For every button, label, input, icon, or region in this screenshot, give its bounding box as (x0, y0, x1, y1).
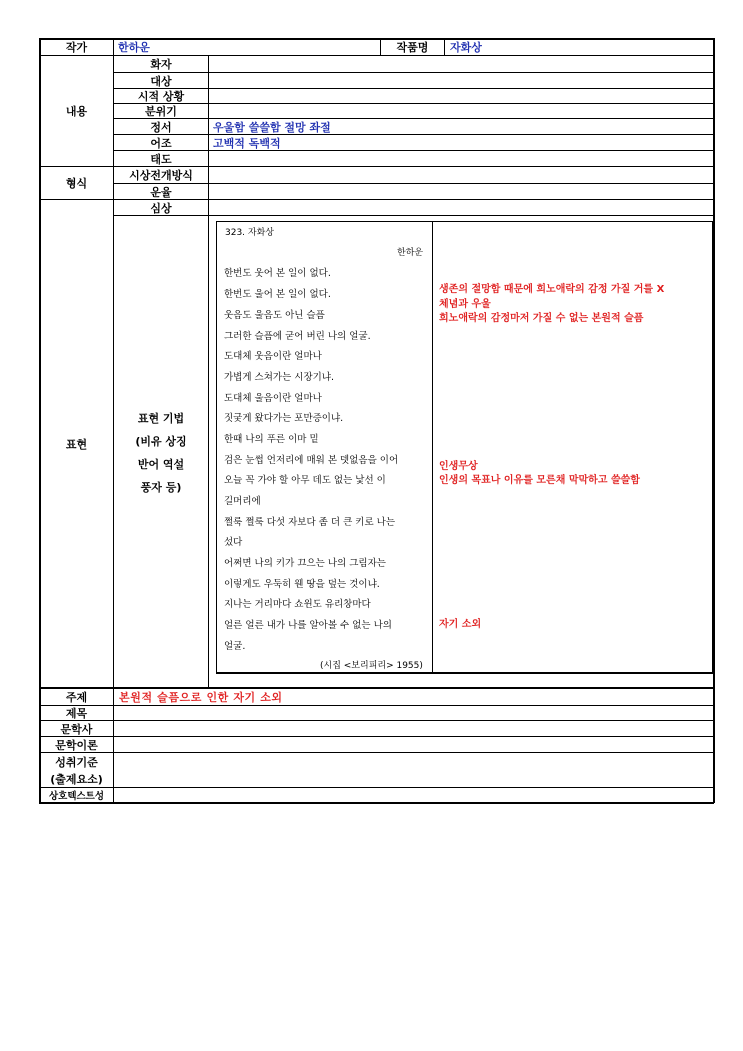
development-label: 시상전개방식 (129, 169, 193, 182)
achievement-standard-line: (출제요소) (50, 772, 103, 786)
col-divider (113, 38, 114, 55)
work-label: 작품명 (396, 41, 429, 54)
poem-line: 웃음도 울음도 아닌 슬픔 (224, 310, 325, 321)
annotation-note: 생존의 절망함 때문에 희노애락의 감정 가질 거를 X (439, 284, 665, 295)
technique-label-line: 풍자 등) (140, 481, 182, 494)
poem-line: 한번도 울어 본 일이 없다. (224, 289, 331, 300)
row-divider (39, 705, 714, 706)
annotation-note: 체념과 우울 (439, 299, 491, 310)
poem-line: 오늘 꼭 가야 할 아무 데도 없는 낯선 이 (224, 475, 386, 486)
technique-label-line: 표현 기법 (137, 412, 185, 425)
poem-notes-divider (432, 221, 433, 674)
annotation-note: 인생무상 (439, 461, 478, 472)
emotion-value: 우울함 쓸쓸함 절망 좌절 (213, 120, 331, 134)
poem-line: 짓궂게 왔다가는 포만증이냐. (224, 413, 344, 424)
achievement-standard-line: 성취기준 (55, 755, 98, 769)
mood-label: 분위기 (145, 104, 177, 118)
form-section-label: 형식 (65, 177, 88, 190)
situation-label: 시적 상황 (137, 89, 185, 103)
poem-line: 어쩌면 나의 키가 끄으는 나의 그림자는 (224, 558, 386, 569)
row-divider (39, 736, 714, 737)
col-divider (113, 687, 114, 802)
table-bottom-border (39, 802, 714, 804)
technique-label (114, 410, 208, 495)
tone-label: 어조 (150, 136, 172, 150)
row-divider (39, 720, 714, 721)
expression-section-label: 표현 (65, 437, 88, 451)
achievement-standard-label (40, 753, 113, 787)
work-value: 자화상 (450, 41, 482, 54)
poem-line: 지나는 거리마다 쇼윈도 유리창마다 (224, 599, 371, 610)
emotion-label: 정서 (150, 120, 172, 134)
rhythm-label: 운율 (150, 185, 172, 199)
literary-history-label: 문학사 (60, 722, 93, 736)
annotation-note: 희노애락의 감정마저 가질 수 없는 본원적 슬픔 (439, 313, 644, 324)
technique-label-line: (비유 상징 (135, 435, 187, 448)
poem-line: 길머리에 (224, 496, 261, 507)
poem-line: 쩔룩 쩔룩 다섯 자보다 좀 더 큰 키로 나는 (224, 517, 395, 528)
poem-line: 가볍게 스쳐가는 시장기냐. (224, 372, 335, 383)
content-section-label: 내용 (65, 105, 88, 118)
poem-line: 그러한 슬픔에 굳어 버린 나의 얼굴. (224, 331, 371, 342)
poem-line: 한때 나의 푸른 이마 밑 (224, 434, 319, 445)
author-label: 작가 (65, 41, 88, 54)
object-label: 대상 (150, 74, 172, 88)
tone-value: 고백적 독백적 (213, 136, 281, 150)
row-divider (39, 787, 714, 788)
speaker-label: 화자 (150, 58, 172, 71)
poem-title: 323. 자화상 (225, 228, 274, 238)
poem-line: 얼굴. (224, 641, 246, 652)
title-label: 제목 (65, 707, 88, 720)
poem-line: 얼른 얼른 내가 나를 알아볼 수 없는 나의 (224, 620, 392, 631)
poem-line: 섰다 (224, 537, 243, 548)
technique-label-line: 반어 역설 (137, 458, 185, 471)
row-divider (39, 752, 714, 753)
annotation-note: 자기 소외 (439, 619, 482, 630)
attitude-label: 태도 (150, 152, 172, 166)
poem-author: 한하운 (397, 248, 424, 258)
row-divider (113, 215, 714, 216)
theme-value: 본원적 슬픔으로 인한 자기 소외 (119, 691, 283, 704)
annotation-note: 인생의 목표나 이유를 모른채 막막하고 쓸쓸함 (439, 475, 640, 486)
intertextuality-label: 상호텍스트성 (48, 791, 105, 802)
col-divider (444, 38, 445, 55)
poem-line: 검은 눈썹 언저리에 매워 본 뎃없음을 이어 (224, 455, 399, 466)
poem-line: 한번도 웃어 본 일이 없다. (224, 268, 331, 279)
poem-line: 이렇게도 우둑히 웬 땅을 덮는 것이냐. (224, 579, 380, 590)
poem-source: (시집 <보리피리> 1955) (320, 661, 423, 671)
literary-theory-label: 문학이론 (55, 738, 98, 752)
author-value: 한하운 (118, 41, 150, 54)
poem-line: 도대체 울음이란 얼마나 (224, 393, 322, 404)
imagery-label: 심상 (150, 201, 172, 215)
theme-label: 주제 (65, 691, 88, 704)
poem-line: 도대체 웃음이란 얼마나 (224, 351, 322, 362)
